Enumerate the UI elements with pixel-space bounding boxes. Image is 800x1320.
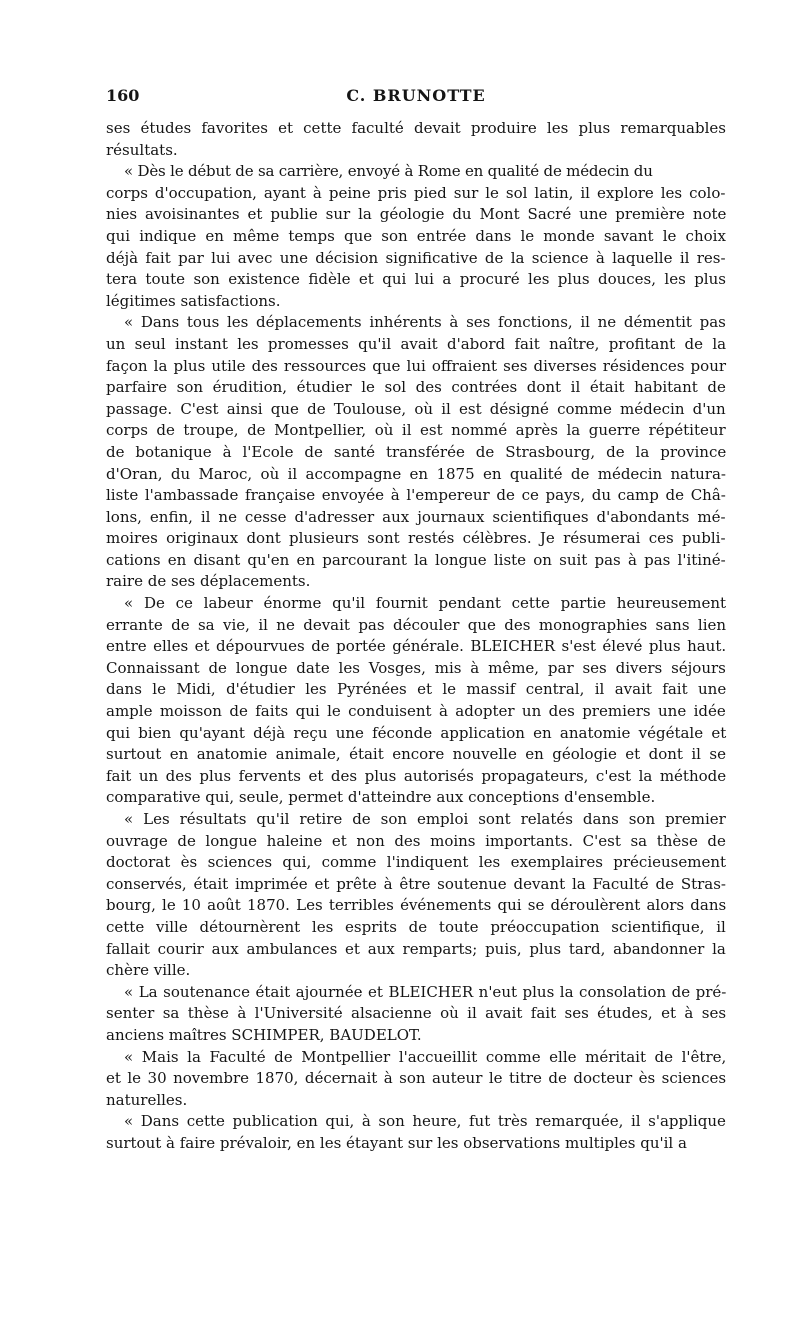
text-line: moires originaux dont plusieurs sont restés célèbres. Je résumerai ces publi- [106, 529, 726, 548]
running-title: C. BRUNOTTE [346, 86, 486, 105]
paragraph [106, 161, 726, 312]
text-line: errante de sa vie, il ne devait pas découler que des monographies sans lien [106, 615, 727, 634]
text-line: de botanique à l'Ecole de santé transférée de Strasbourg, de la province [106, 442, 727, 461]
text-line: et le 30 novembre 1870, décernait à son auteur le titre de docteur ès sciences [106, 1069, 727, 1088]
text-line: ouvrage de longue haleine et non des moins importants. C'est sa thèse de [106, 831, 726, 850]
text-line: surtout à faire prévaloir, en les étayant sur les observations multiples qu'il a [106, 1133, 687, 1152]
text-line: passage. C'est ainsi que de Toulouse, où il est désigné comme médecin d'un [106, 399, 726, 418]
text-line: fallait courir aux ambulances et aux remparts; puis, plus tard, abandonner la [106, 939, 726, 958]
paragraph [106, 809, 726, 982]
text-line: résultats. [106, 140, 178, 159]
text-line: « Mais la Faculté de Montpellier l'accueillit comme elle méritait de l'être, [124, 1047, 727, 1066]
text-line: dans le Midi, d'étudier les Pyrénées et le massif central, il avait fait une [106, 680, 727, 699]
running-head [106, 83, 726, 109]
text-line: « Dès le début de sa carrière, envoyé à Rome en qualité de médecin du [124, 162, 653, 181]
text-line: senter sa thèse à l'Université alsacienne où il avait fait ses études, et à ses [106, 1004, 727, 1023]
text-line: cette ville détournèrent les esprits de toute préoccupation scientifique, il [106, 917, 726, 936]
text-line: anciens maîtres SCHIMPER, BAUDELOT. [106, 1025, 422, 1044]
text-line: comparative qui, seule, permet d'atteindre aux conceptions d'ensemble. [106, 788, 656, 807]
paragraph [106, 1111, 726, 1154]
text-line: naturelles. [106, 1090, 188, 1109]
text-line: un seul instant les promesses qu'il avait d'abord fait naître, profitant de la [106, 334, 727, 353]
text-line: déjà fait par lui avec une décision significative de la science à laquelle il res- [106, 248, 726, 267]
text-line: fait un des plus fervents et des plus autorisés propagateurs, c'est la méthode [106, 766, 727, 785]
text-line: Connaissant de longue date les Vosges, mis à même, par ses divers séjours [106, 658, 726, 677]
text-line: ses études favorites et cette faculté devait produire les plus remarquables [106, 119, 726, 137]
paragraph [106, 312, 726, 593]
text-line: corps de troupe, de Montpellier, où il est nommé après la guerre répétiteur [106, 421, 726, 440]
text-line: doctorat ès sciences qui, comme l'indiquent les exemplaires précieusement [106, 853, 727, 872]
text-line: « La soutenance était ajournée et BLEICHER n'eut plus la consolation de pré- [124, 982, 727, 1001]
text-line: entre elles et dépourvues de portée générale. BLEICHER s'est élevé plus haut. [106, 637, 727, 656]
text-line: liste l'ambassade française envoyée à l'empereur de ce pays, du camp de Châ- [106, 486, 726, 505]
paragraph [106, 1047, 726, 1112]
text-line: qui indique en même temps que son entrée dans le monde savant le choix [106, 226, 726, 245]
text-line: d'Oran, du Maroc, où il accompagne en 1875 en qualité de médecin natura- [106, 464, 726, 483]
text-line: conservés, était imprimée et prête à être soutenue devant la Faculté de Stras- [106, 874, 727, 893]
body-text [106, 118, 726, 1155]
text-line: « Dans cette publication qui, à son heure, fut très remarquée, il s'applique [124, 1112, 726, 1131]
paragraph [106, 593, 726, 809]
text-line: chère ville. [106, 961, 191, 980]
text-line: bourg, le 10 août 1870. Les terribles événements qui se déroulèrent alors dans [106, 896, 727, 915]
text-line: « Les résultats qu'il retire de son emploi sont relatés dans son premier [124, 810, 726, 828]
text-line: légitimes satisfactions. [106, 291, 281, 310]
text-line: raire de ses déplacements. [106, 572, 311, 591]
paragraph [106, 982, 726, 1047]
text-line: lons, enfin, il ne cesse d'adresser aux journaux scientifiques d'abondants mé- [106, 507, 726, 526]
text-line: « Dans tous les déplacements inhérents à ses fonctions, il ne démentit pas [124, 313, 726, 332]
text-line: façon la plus utile des ressources que lui offraient ses diverses résidences pour [106, 356, 727, 375]
text-line: cations en disant qu'en en parcourant la longue liste on suit pas à pas l'itiné- [106, 550, 726, 569]
text-line: nies avoisinantes et publie sur la géologie du Mont Sacré une première note [106, 205, 727, 224]
text-line: corps d'occupation, ayant à peine pris pied sur le sol latin, il explore les colo- [106, 183, 726, 202]
text-line: « De ce labeur énorme qu'il fournit pendant cette partie heureusement [124, 594, 727, 613]
paragraph [106, 118, 726, 161]
text-line: parfaire son érudition, étudier le sol des contrées dont il était habitant de [106, 378, 726, 397]
text-line: qui bien qu'ayant déjà reçu une féconde application en anatomie végétale et [106, 723, 727, 742]
text-line: ample moisson de faits qui le conduisent à adopter un des premiers une idée [106, 702, 726, 721]
page-number: 160 [106, 86, 140, 105]
text-line: tera toute son existence fidèle et qui lui a procuré les plus douces, les plus [106, 270, 726, 289]
text-line: surtout en anatomie animale, était encore nouvelle en géologie et dont il se [106, 745, 726, 764]
